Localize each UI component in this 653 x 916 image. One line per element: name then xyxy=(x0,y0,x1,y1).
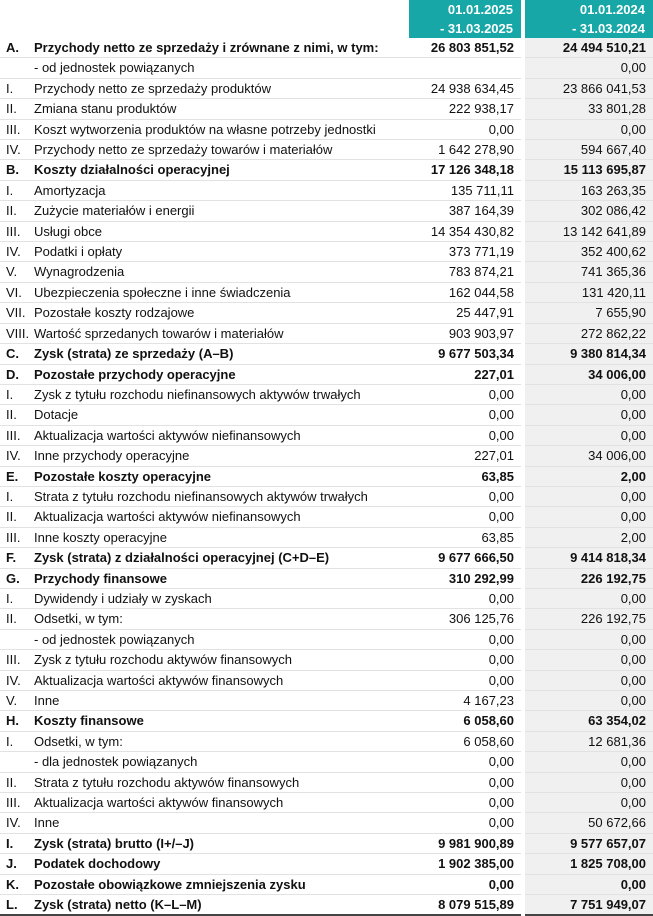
table-row xyxy=(0,833,653,853)
row-label: Pozostałe koszty operacyjne xyxy=(30,466,409,486)
table-row xyxy=(0,629,653,649)
row-label: Aktualizacja wartości aktywów niefinansowych xyxy=(30,425,409,445)
row-label: Odsetki, w tym: xyxy=(30,609,409,629)
value-2025: 373 771,19 xyxy=(409,242,523,262)
row-label: Wartość sprzedanych towarów i materiałów xyxy=(30,323,409,343)
row-number: I. xyxy=(0,384,30,404)
value-2024: 33 801,28 xyxy=(523,99,653,119)
value-2025: 387 164,39 xyxy=(409,201,523,221)
value-2024: 0,00 xyxy=(523,772,653,792)
row-number: IV. xyxy=(0,446,30,466)
value-2024: 0,00 xyxy=(523,58,653,78)
table-row xyxy=(0,384,653,404)
row-label: Usługi obce xyxy=(30,221,409,241)
value-2024: 0,00 xyxy=(523,486,653,506)
row-number: III. xyxy=(0,650,30,670)
value-2024: 13 142 641,89 xyxy=(523,221,653,241)
row-label: Amortyzacja xyxy=(30,180,409,200)
row-label: Ubezpieczenia społeczne i inne świadczenia xyxy=(30,282,409,302)
value-2025 xyxy=(409,58,523,78)
table-row xyxy=(0,813,653,833)
value-2024: 0,00 xyxy=(523,650,653,670)
table-row xyxy=(0,874,653,894)
value-2025: 0,00 xyxy=(409,507,523,527)
row-number: I. xyxy=(0,588,30,608)
value-2024: 63 354,02 xyxy=(523,711,653,731)
value-2025: 0,00 xyxy=(409,425,523,445)
value-2024: 0,00 xyxy=(523,691,653,711)
table-row xyxy=(0,731,653,751)
table-row xyxy=(0,752,653,772)
row-label: Inne xyxy=(30,691,409,711)
row-label: Pozostałe przychody operacyjne xyxy=(30,364,409,384)
row-number: IV. xyxy=(0,140,30,160)
row-number: III. xyxy=(0,425,30,445)
row-number: III. xyxy=(0,221,30,241)
table-row xyxy=(0,364,653,384)
value-2024: 0,00 xyxy=(523,793,653,813)
row-number xyxy=(0,629,30,649)
row-number xyxy=(0,58,30,78)
value-2025: 24 938 634,45 xyxy=(409,78,523,98)
value-2025: 162 044,58 xyxy=(409,282,523,302)
value-2025: 17 126 348,18 xyxy=(409,160,523,180)
table-row xyxy=(0,466,653,486)
row-label: Dotacje xyxy=(30,405,409,425)
table-row xyxy=(0,650,653,670)
table-row xyxy=(0,119,653,139)
value-2024: 131 420,11 xyxy=(523,282,653,302)
value-2025: 0,00 xyxy=(409,752,523,772)
table-row xyxy=(0,507,653,527)
value-2024: 0,00 xyxy=(523,670,653,690)
table-row xyxy=(0,609,653,629)
value-2025: 6 058,60 xyxy=(409,731,523,751)
value-2025: 0,00 xyxy=(409,670,523,690)
row-number: II. xyxy=(0,405,30,425)
table-row xyxy=(0,38,653,58)
value-2024: 2,00 xyxy=(523,527,653,547)
value-2025: 903 903,97 xyxy=(409,323,523,343)
table-row xyxy=(0,262,653,282)
table-row xyxy=(0,486,653,506)
row-label: Zysk (strata) brutto (I+/–J) xyxy=(30,833,409,853)
value-2024: 2,00 xyxy=(523,466,653,486)
value-2024: 24 494 510,21 xyxy=(523,38,653,58)
value-2024: 302 086,42 xyxy=(523,201,653,221)
row-label: Zysk (strata) netto (K–L–M) xyxy=(30,895,409,916)
value-2024: 0,00 xyxy=(523,752,653,772)
table-row xyxy=(0,568,653,588)
row-label: Podatek dochodowy xyxy=(30,854,409,874)
row-label: Odsetki, w tym: xyxy=(30,731,409,751)
table-row xyxy=(0,527,653,547)
row-label: Strata z tytułu rozchodu niefinansowych aktywów trwałych xyxy=(30,486,409,506)
value-2025: 8 079 515,89 xyxy=(409,895,523,916)
row-label: Koszty działalności operacyjnej xyxy=(30,160,409,180)
value-2024: 0,00 xyxy=(523,384,653,404)
row-number: I. xyxy=(0,731,30,751)
row-number: III. xyxy=(0,793,30,813)
row-number: II. xyxy=(0,772,30,792)
value-2024: 9 577 657,07 xyxy=(523,833,653,853)
row-number: L. xyxy=(0,895,30,916)
row-number: III. xyxy=(0,527,30,547)
row-number: I. xyxy=(0,486,30,506)
row-number: IV. xyxy=(0,242,30,262)
row-number: H. xyxy=(0,711,30,731)
value-2025: 0,00 xyxy=(409,793,523,813)
row-number: E. xyxy=(0,466,30,486)
row-label: Aktualizacja wartości aktywów finansowych xyxy=(30,793,409,813)
row-label: Koszty finansowe xyxy=(30,711,409,731)
row-label: Przychody finansowe xyxy=(30,568,409,588)
value-2025: 0,00 xyxy=(409,384,523,404)
value-2024: 34 006,00 xyxy=(523,364,653,384)
value-2025: 1 642 278,90 xyxy=(409,140,523,160)
value-2024: 352 400,62 xyxy=(523,242,653,262)
value-2025: 0,00 xyxy=(409,772,523,792)
table-row xyxy=(0,405,653,425)
row-number: B. xyxy=(0,160,30,180)
table-row xyxy=(0,323,653,343)
value-2025: 135 711,11 xyxy=(409,180,523,200)
value-2025: 227,01 xyxy=(409,446,523,466)
period-2024-end: - 31.03.2024 xyxy=(523,19,653,38)
table-body xyxy=(0,38,653,915)
value-2024: 1 825 708,00 xyxy=(523,854,653,874)
value-2025: 9 677 666,50 xyxy=(409,548,523,568)
row-number: I. xyxy=(0,78,30,98)
row-label: Zysk z tytułu rozchodu niefinansowych aktywów trwałych xyxy=(30,384,409,404)
table-row xyxy=(0,691,653,711)
row-label: - od jednostek powiązanych xyxy=(30,58,409,78)
value-2025: 227,01 xyxy=(409,364,523,384)
value-2025: 4 167,23 xyxy=(409,691,523,711)
row-label: Inne przychody operacyjne xyxy=(30,446,409,466)
value-2024: 0,00 xyxy=(523,405,653,425)
row-label: - dla jednostek powiązanych xyxy=(30,752,409,772)
row-number: VIII. xyxy=(0,323,30,343)
value-2024: 9 380 814,34 xyxy=(523,344,653,364)
period-2025-end: - 31.03.2025 xyxy=(409,19,523,38)
value-2025: 1 902 385,00 xyxy=(409,854,523,874)
row-label: Zysk (strata) z działalności operacyjnej (C+D–E) xyxy=(30,548,409,568)
value-2025: 14 354 430,82 xyxy=(409,221,523,241)
value-2024: 594 667,40 xyxy=(523,140,653,160)
table-row xyxy=(0,772,653,792)
value-2024: 0,00 xyxy=(523,874,653,894)
value-2025: 0,00 xyxy=(409,874,523,894)
value-2025: 0,00 xyxy=(409,486,523,506)
value-2024: 163 263,35 xyxy=(523,180,653,200)
row-number: J. xyxy=(0,854,30,874)
row-label: Inne koszty operacyjne xyxy=(30,527,409,547)
row-label: Zysk (strata) ze sprzedaży (A–B) xyxy=(30,344,409,364)
table-row xyxy=(0,303,653,323)
row-number: IV. xyxy=(0,670,30,690)
row-number: II. xyxy=(0,507,30,527)
value-2025: 306 125,76 xyxy=(409,609,523,629)
value-2024: 0,00 xyxy=(523,425,653,445)
table-row xyxy=(0,58,653,78)
value-2024: 226 192,75 xyxy=(523,568,653,588)
value-2024: 7 655,90 xyxy=(523,303,653,323)
value-2025: 0,00 xyxy=(409,650,523,670)
table-row xyxy=(0,854,653,874)
row-label: Zmiana stanu produktów xyxy=(30,99,409,119)
row-label: Zużycie materiałów i energii xyxy=(30,201,409,221)
value-2024: 12 681,36 xyxy=(523,731,653,751)
value-2024: 9 414 818,34 xyxy=(523,548,653,568)
value-2025: 25 447,91 xyxy=(409,303,523,323)
period-2024-start: 01.01.2024 xyxy=(523,0,653,19)
row-label: Przychody netto ze sprzedaży towarów i materiałów xyxy=(30,140,409,160)
row-number: A. xyxy=(0,38,30,58)
row-number: III. xyxy=(0,119,30,139)
value-2024: 50 672,66 xyxy=(523,813,653,833)
table-row xyxy=(0,425,653,445)
row-label: Pozostałe obowiązkowe zmniejszenia zysku xyxy=(30,874,409,894)
value-2025: 9 677 503,34 xyxy=(409,344,523,364)
table-row xyxy=(0,221,653,241)
row-number xyxy=(0,752,30,772)
row-label: Podatki i opłaty xyxy=(30,242,409,262)
value-2025: 9 981 900,89 xyxy=(409,833,523,853)
table-row xyxy=(0,282,653,302)
value-2025: 0,00 xyxy=(409,813,523,833)
table-row xyxy=(0,711,653,731)
row-number: IV. xyxy=(0,813,30,833)
row-number: II. xyxy=(0,99,30,119)
value-2024: 15 113 695,87 xyxy=(523,160,653,180)
value-2024: 741 365,36 xyxy=(523,262,653,282)
table-row xyxy=(0,344,653,364)
table-row xyxy=(0,140,653,160)
table-row xyxy=(0,99,653,119)
value-2024: 272 862,22 xyxy=(523,323,653,343)
row-number: I. xyxy=(0,833,30,853)
row-number: F. xyxy=(0,548,30,568)
table-row xyxy=(0,895,653,916)
value-2025: 783 874,21 xyxy=(409,262,523,282)
row-number: K. xyxy=(0,874,30,894)
table-row xyxy=(0,180,653,200)
value-2025: 222 938,17 xyxy=(409,99,523,119)
value-2024: 226 192,75 xyxy=(523,609,653,629)
value-2025: 0,00 xyxy=(409,588,523,608)
row-label: Koszt wytworzenia produktów na własne potrzeby jednostki xyxy=(30,119,409,139)
value-2025: 6 058,60 xyxy=(409,711,523,731)
row-label: Aktualizacja wartości aktywów finansowych xyxy=(30,670,409,690)
value-2025: 0,00 xyxy=(409,629,523,649)
value-2024: 0,00 xyxy=(523,629,653,649)
row-number: G. xyxy=(0,568,30,588)
row-number: II. xyxy=(0,609,30,629)
row-label: - od jednostek powiązanych xyxy=(30,629,409,649)
row-number: D. xyxy=(0,364,30,384)
value-2024: 23 866 041,53 xyxy=(523,78,653,98)
value-2024: 0,00 xyxy=(523,507,653,527)
table-row xyxy=(0,670,653,690)
value-2024: 0,00 xyxy=(523,588,653,608)
row-number: II. xyxy=(0,201,30,221)
row-label: Inne xyxy=(30,813,409,833)
value-2025: 0,00 xyxy=(409,119,523,139)
table-row xyxy=(0,160,653,180)
value-2024: 0,00 xyxy=(523,119,653,139)
row-label: Zysk z tytułu rozchodu aktywów finansowych xyxy=(30,650,409,670)
value-2025: 63,85 xyxy=(409,527,523,547)
period-2025-start: 01.01.2025 xyxy=(409,0,523,19)
row-label: Aktualizacja wartości aktywów niefinansowych xyxy=(30,507,409,527)
table-header xyxy=(0,0,653,38)
table-row xyxy=(0,588,653,608)
value-2024: 7 751 949,07 xyxy=(523,895,653,916)
row-number: C. xyxy=(0,344,30,364)
row-number: I. xyxy=(0,180,30,200)
row-label: Wynagrodzenia xyxy=(30,262,409,282)
row-label: Dywidendy i udziały w zyskach xyxy=(30,588,409,608)
row-number: V. xyxy=(0,262,30,282)
value-2025: 0,00 xyxy=(409,405,523,425)
row-label: Pozostałe koszty rodzajowe xyxy=(30,303,409,323)
value-2025: 310 292,99 xyxy=(409,568,523,588)
row-label: Przychody netto ze sprzedaży produktów xyxy=(30,78,409,98)
value-2025: 63,85 xyxy=(409,466,523,486)
table-row xyxy=(0,446,653,466)
table-row xyxy=(0,242,653,262)
row-label: Przychody netto ze sprzedaży i zrównane z nimi, w tym: xyxy=(30,38,409,58)
row-number: V. xyxy=(0,691,30,711)
value-2025: 26 803 851,52 xyxy=(409,38,523,58)
row-label: Strata z tytułu rozchodu aktywów finansowych xyxy=(30,772,409,792)
row-number: VI. xyxy=(0,282,30,302)
value-2024: 34 006,00 xyxy=(523,446,653,466)
table-row xyxy=(0,201,653,221)
table-row xyxy=(0,78,653,98)
table-row xyxy=(0,548,653,568)
row-number: VII. xyxy=(0,303,30,323)
table-row xyxy=(0,793,653,813)
